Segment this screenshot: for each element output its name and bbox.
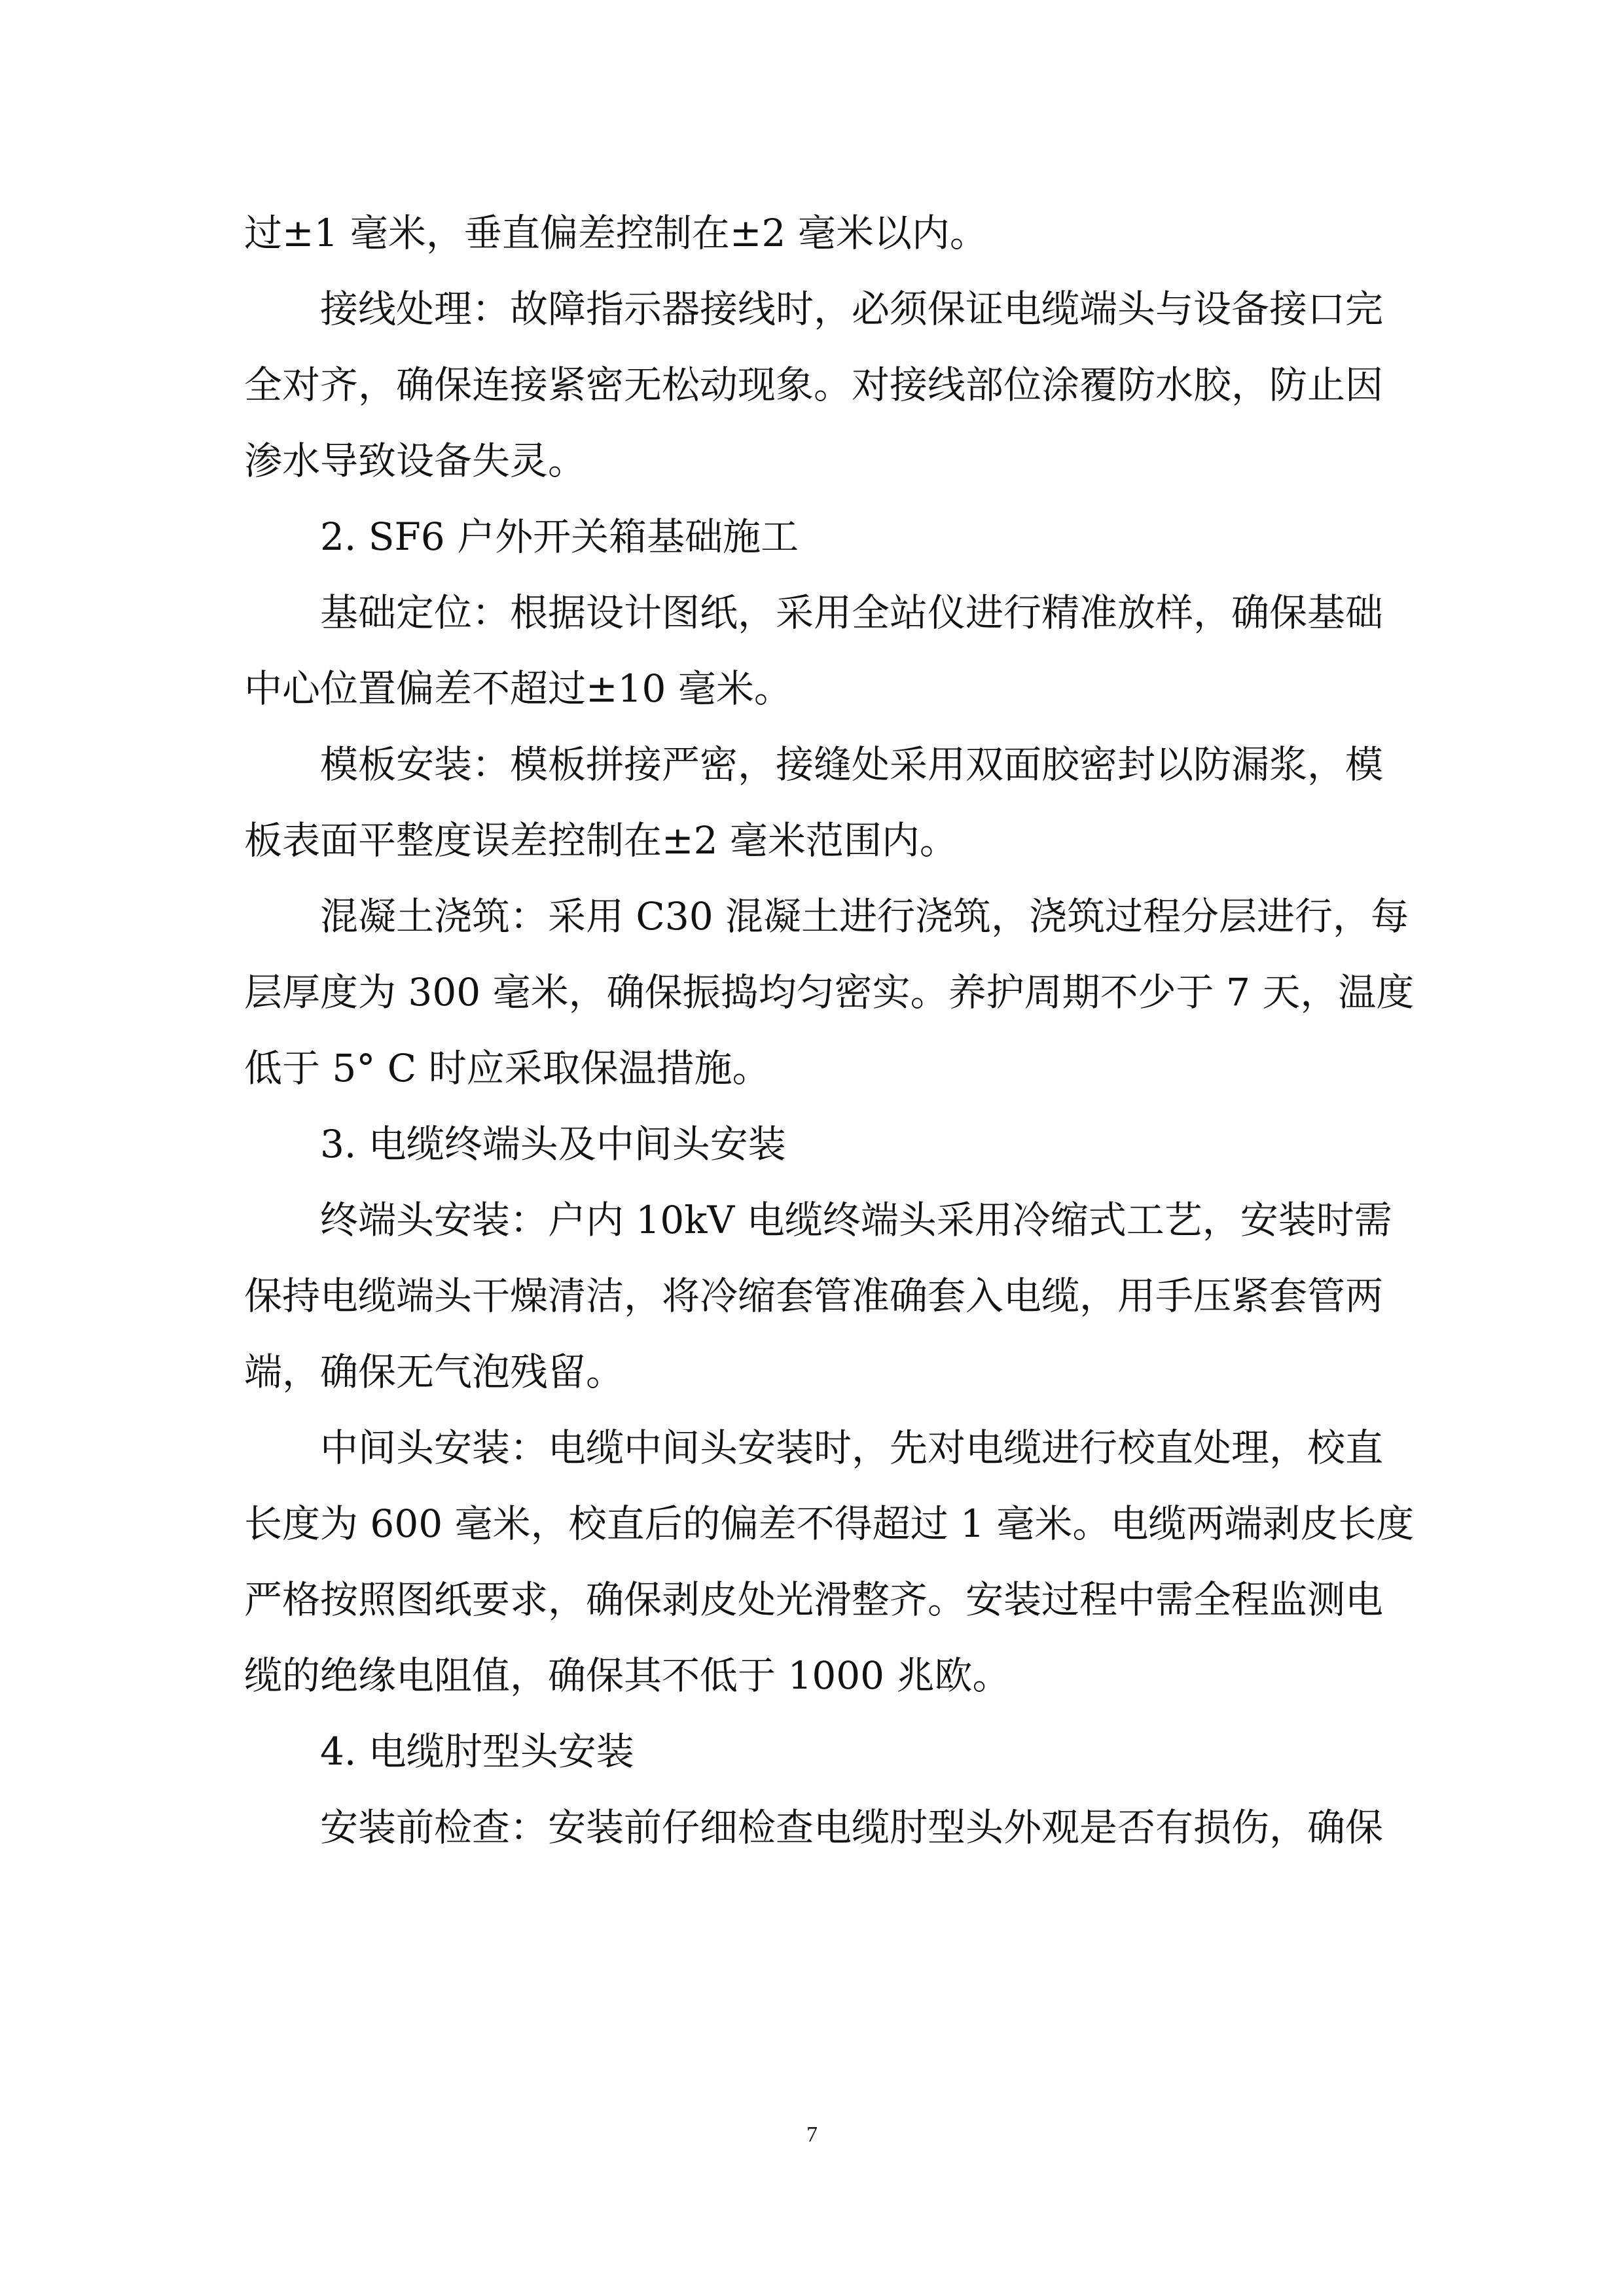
text-line: 基础定位：根据设计图纸，采用全站仪进行精准放样，确保基础: [320, 590, 1384, 635]
section-heading: 4. 电缆肘型头安装: [320, 1729, 634, 1774]
text-line: 中心位置偏差不超过±10 毫米。: [244, 666, 792, 711]
text-line: 接线处理：故障指示器接线时，必须保证电缆端头与设备接口完: [320, 287, 1384, 331]
text-line: 板表面平整度误差控制在±2 毫米范围内。: [244, 818, 958, 863]
text-line: 端，确保无气泡残留。: [244, 1350, 624, 1394]
page-number: 7: [806, 2123, 818, 2147]
text-line: 混凝土浇筑：采用 C30 混凝土进行浇筑，浇筑过程分层进行，每: [320, 894, 1409, 939]
text-line: 过±1 毫米，垂直偏差控制在±2 毫米以内。: [244, 211, 988, 255]
text-line: 中间头安装：电缆中间头安装时，先对电缆进行校直处理，校直: [320, 1426, 1384, 1470]
text-line: 缆的绝缘电阻值，确保其不低于 1000 兆欧。: [244, 1653, 1011, 1698]
text-line: 渗水导致设备失灵。: [244, 439, 586, 483]
text-line: 安装前检查：安装前仔细检查电缆肘型头外观是否有损伤，确保: [320, 1805, 1384, 1850]
section-heading: 3. 电缆终端头及中间头安装: [320, 1122, 786, 1166]
section-heading: 2. SF6 户外开关箱基础施工: [320, 514, 799, 559]
text-line: 层厚度为 300 毫米，确保振捣均匀密实。养护周期不少于 7 天，温度: [244, 970, 1415, 1014]
text-line: 保持电缆端头干燥清洁，将冷缩套管准确套入电缆，用手压紧套管两: [244, 1274, 1384, 1318]
text-line: 严格按照图纸要求，确保剥皮处光滑整齐。安装过程中需全程监测电: [244, 1577, 1384, 1622]
text-line: 长度为 600 毫米，校直后的偏差不得超过 1 毫米。电缆两端剥皮长度: [244, 1501, 1415, 1546]
text-line: 全对齐，确保连接紧密无松动现象。对接线部位涂覆防水胶，防止因: [244, 363, 1384, 407]
text-line: 模板安装：模板拼接严密，接缝处采用双面胶密封以防漏浆，模: [320, 742, 1384, 787]
text-line: 终端头安装：户内 10kV 电缆终端头采用冷缩式工艺，安装时需: [320, 1198, 1392, 1242]
body-text: [244, 195, 1415, 1865]
text-line: 低于 5° C 时应采取保温措施。: [244, 1046, 770, 1090]
